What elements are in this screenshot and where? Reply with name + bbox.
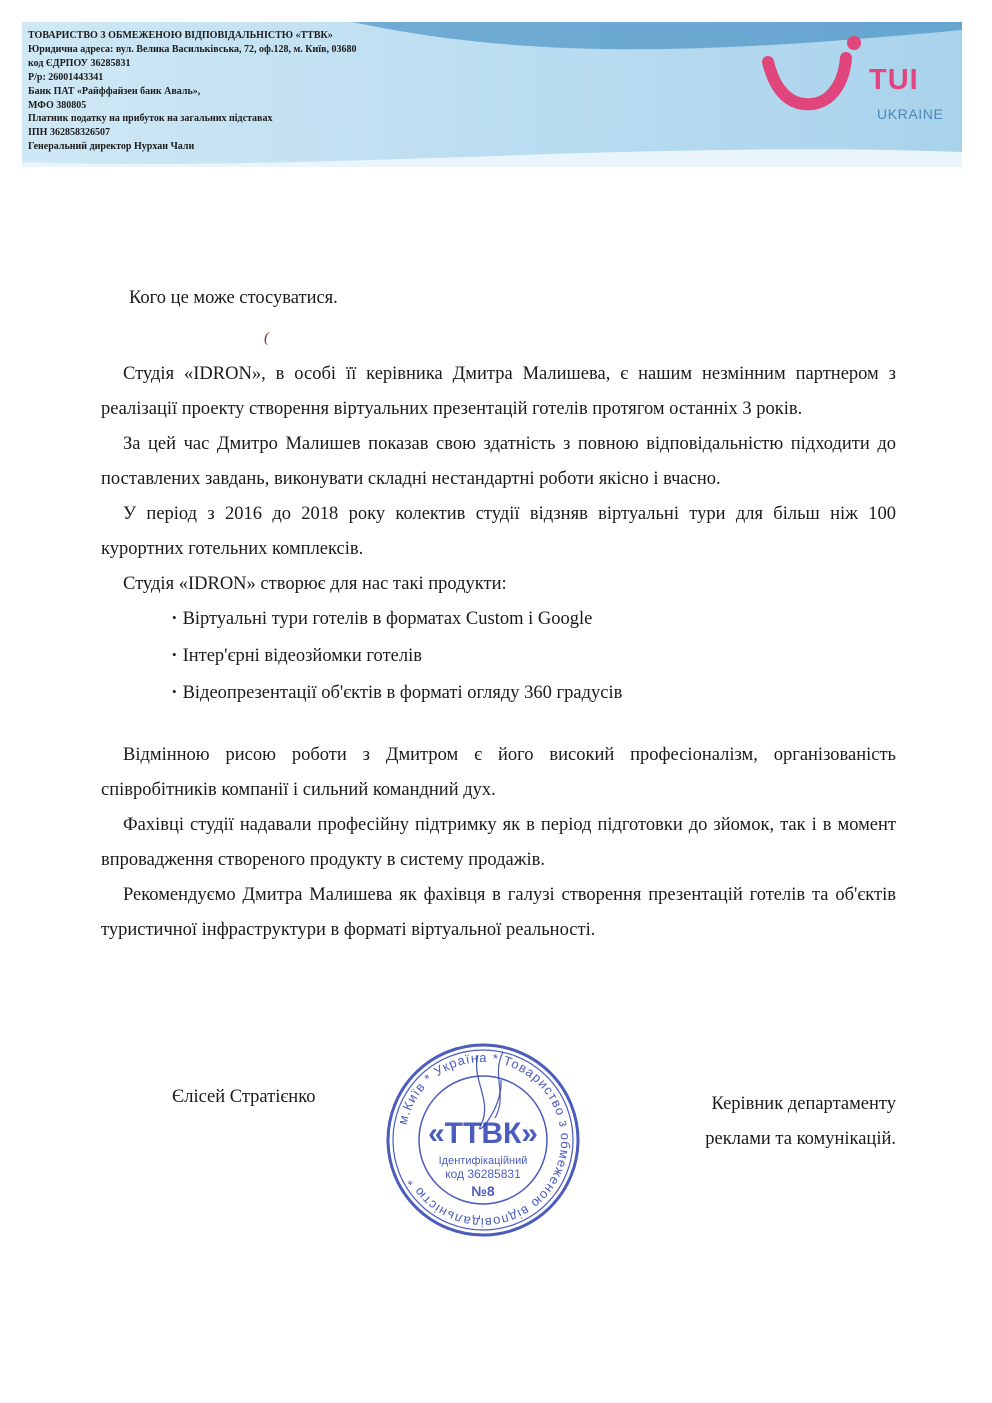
products-list <box>172 600 622 711</box>
stamp-number: №8 <box>471 1183 495 1199</box>
company-line: ТОВАРИСТВО З ОБМЕЖЕНОЮ ВІДПОВІДАЛЬНІСТЮ «ТТВК» <box>28 30 333 41</box>
company-line: МФО 380805 <box>28 99 87 111</box>
tui-logo <box>762 34 962 144</box>
tui-wordmark: TUI <box>869 64 919 96</box>
list-item: • Інтер'єрні відеозйомки готелів <box>172 637 622 674</box>
paragraph: Студія «IDRON», в особі її керівника Дмитра Малишева, є нашим незмінним партнером з реалізації проекту створення віртуальних презентацій готелів протягом останніх 3 років. <box>101 364 896 419</box>
signer-name: Єлісей Стратієнко <box>172 1087 316 1107</box>
signer-title <box>650 1087 896 1157</box>
list-item: • Відеопрезентації об'єктів в форматі огляду 360 градусів <box>172 674 622 711</box>
paragraph: За цей час Дмитро Малишев показав свою здатність з повною відповідальністю підходити до поставлених завдань, виконувати складні нестандартні роботи якісно і вчасно. <box>101 434 896 489</box>
list-item: • Віртуальні тури готелів в форматах Custom і Google <box>172 600 622 637</box>
paragraph: У період з 2016 до 2018 року колектив студії відзняв віртуальні тури для більш ніж 100 курортних готельних комплексів. <box>101 504 896 559</box>
company-details <box>28 29 356 154</box>
company-line: Р/р: 26001443341 <box>28 71 104 83</box>
paragraph: Студія «IDRON» створює для нас такі продукти: <box>123 574 507 594</box>
company-line: Генеральний директор Нурхан Чали <box>28 141 195 153</box>
company-line: ІПН 362858326507 <box>28 127 110 139</box>
company-line: Юридична адреса: вул. Велика Васильківська, 72, оф.128, м. Київ, 03680 <box>28 43 357 55</box>
signer-title-line: Керівник департаменту <box>711 1094 896 1114</box>
stamp-id-label: Ідентифікаційний <box>438 1155 528 1167</box>
company-line: Банк ПАТ «Райффайзен банк Аваль», <box>28 85 201 97</box>
company-seal-stamp <box>383 1040 583 1240</box>
company-line: код ЄДРПОУ 36285831 <box>28 57 131 69</box>
signer-title-line: реклами та комунікацій. <box>705 1129 896 1149</box>
paragraph: Відмінною рисою роботи з Дмитром є його високий професіоналізм, організованість співробітників компанії і сильний командний дух. <box>101 745 896 800</box>
paragraph: Фахівці студії надавали професійну підтримку як в період підготовки до зйомок, так і в момент впровадження створеного продукту в систему продажів. <box>101 815 896 870</box>
tui-country: UKRAINE <box>877 106 944 122</box>
company-line: Платник податку на прибуток на загальних підставах <box>28 113 273 125</box>
salutation: Кого це може стосуватися. <box>129 288 338 308</box>
letterhead <box>22 22 962 167</box>
paragraph: Рекомендуємо Дмитра Малишева як фахівця в галузі створення презентацій готелів та об'єктів туристичної інфраструктури в форматі віртуальної реальності. <box>101 885 896 940</box>
tui-smile-icon <box>762 34 872 124</box>
handwritten-mark: ( <box>264 330 269 346</box>
stamp-ring-textpath: м.Київ * Україна * Товариство з обмеженою відповідальністю * <box>394 1049 574 1231</box>
stamp-center-text: «ТТВК» <box>428 1117 538 1150</box>
stamp-id-code: код 36285831 <box>445 1167 521 1181</box>
